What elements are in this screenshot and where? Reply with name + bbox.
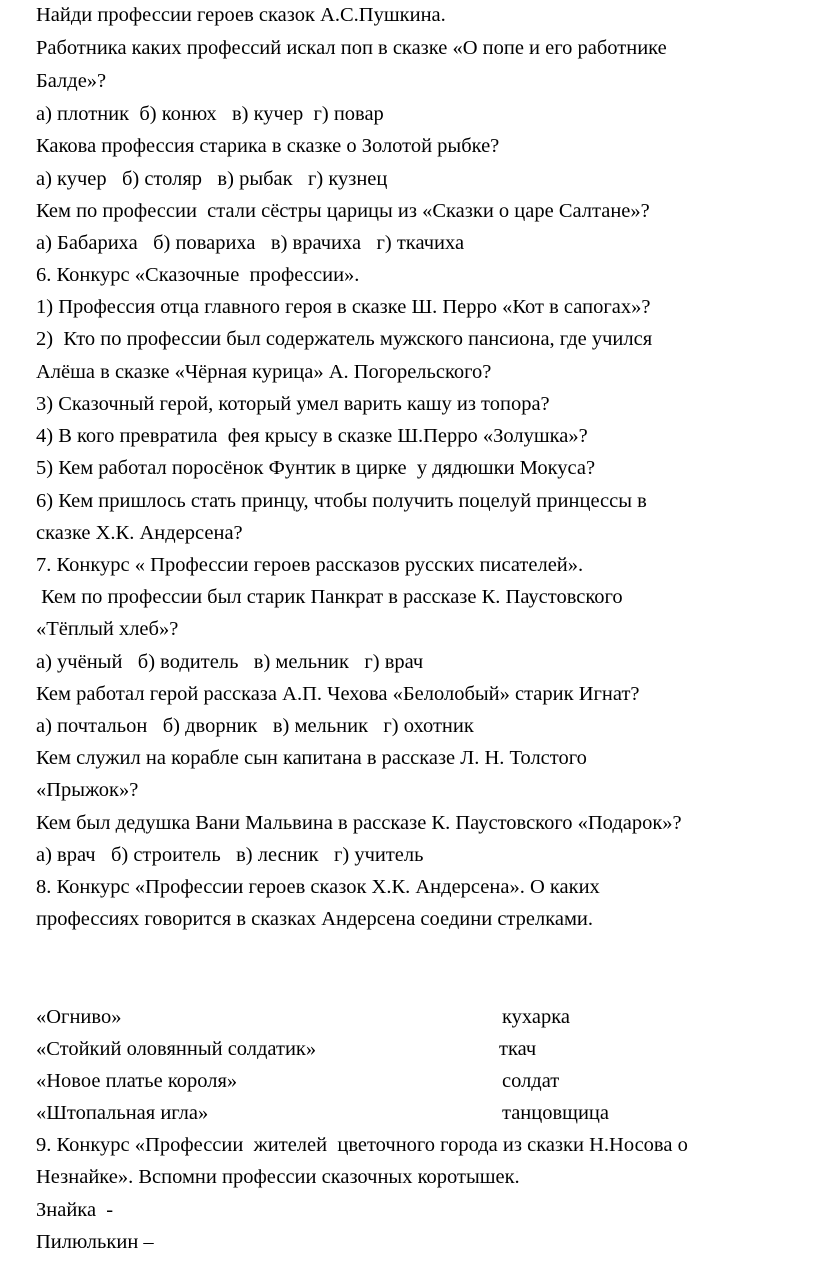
section-heading: 7. Конкурс « Профессии героев рассказов русских писателей». bbox=[36, 554, 584, 576]
text-line: сказке Х.К. Андерсена? bbox=[36, 522, 243, 544]
section-heading: 9. Конкурс «Профессии жителей цветочного города из сказки Н.Носова о bbox=[36, 1134, 688, 1156]
text-line: Кем работал герой рассказа А.П. Чехова «Белолобый» старик Игнат? bbox=[36, 683, 640, 705]
match-right-item: ткач bbox=[499, 1038, 537, 1060]
text-line: Кем по профессии стали сёстры царицы из «Сказки о царе Салтане»? bbox=[36, 200, 650, 222]
text-line: Найди профессии героев сказок А.С.Пушкина. bbox=[36, 4, 446, 26]
section-heading: 6. Конкурс «Сказочные профессии». bbox=[36, 264, 360, 286]
text-line: 5) Кем работал поросёнок Фунтик в цирке у дядюшки Мокуса? bbox=[36, 457, 596, 479]
text-line: а) врач б) строитель в) лесник г) учитель bbox=[36, 844, 424, 866]
text-line: Незнайке». Вспомни профессии сказочных коротышек. bbox=[36, 1166, 520, 1188]
text-line: а) почтальон б) дворник в) мельник г) охотник bbox=[36, 715, 474, 737]
text-line: а) плотник б) конюх в) кучер г) повар bbox=[36, 103, 384, 125]
text-line: «Тёплый хлеб»? bbox=[36, 618, 179, 640]
text-line: 2) Кто по профессии был содержатель мужского пансиона, где учился bbox=[36, 328, 653, 350]
text-line: профессиях говорится в сказках Андерсена соедини стрелками. bbox=[36, 908, 594, 930]
text-line: 1) Профессия отца главного героя в сказке Ш. Перро «Кот в сапогах»? bbox=[36, 296, 651, 318]
text-line: Кем служил на корабле сын капитана в рассказе Л. Н. Толстого bbox=[36, 747, 587, 769]
text-line: а) учёный б) водитель в) мельник г) врач bbox=[36, 651, 424, 673]
text-line: Знайка - bbox=[36, 1199, 114, 1221]
match-left-item: «Штопальная игла» bbox=[36, 1102, 209, 1124]
match-right-item: кухарка bbox=[502, 1006, 570, 1028]
match-left-item: «Огниво» bbox=[36, 1006, 122, 1028]
text-line: Кем был дедушка Вани Мальвина в рассказе К. Паустовского «Подарок»? bbox=[36, 812, 682, 834]
text-line: «Прыжок»? bbox=[36, 779, 139, 801]
text-line: Какова профессия старика в сказке о Золотой рыбке? bbox=[36, 135, 500, 157]
match-left-item: «Новое платье короля» bbox=[36, 1070, 238, 1092]
text-line: Кем по профессии был старик Панкрат в рассказе К. Паустовского bbox=[36, 586, 623, 608]
text-line: Алёша в сказке «Чёрная курица» А. Погорельского? bbox=[36, 361, 492, 383]
match-left-item: «Стойкий оловянный солдатик» bbox=[36, 1038, 317, 1060]
text-line: Пилюлькин – bbox=[36, 1231, 154, 1253]
section-heading: 8. Конкурс «Профессии героев сказок Х.К. Андерсена». О каких bbox=[36, 876, 600, 898]
text-line: Балде»? bbox=[36, 70, 107, 92]
text-line: а) Бабариха б) повариха в) врачиха г) ткачиха bbox=[36, 232, 465, 254]
text-line: а) кучер б) столяр в) рыбак г) кузнец bbox=[36, 168, 388, 190]
text-line: 3) Сказочный герой, который умел варить кашу из топора? bbox=[36, 393, 550, 415]
match-right-item: солдат bbox=[502, 1070, 560, 1092]
text-line: Работника каких профессий искал поп в сказке «О попе и его работнике bbox=[36, 37, 667, 59]
match-right-item: танцовщица bbox=[502, 1102, 610, 1124]
text-line: 6) Кем пришлось стать принцу, чтобы получить поцелуй принцессы в bbox=[36, 490, 647, 512]
text-line: 4) В кого превратила фея крысу в сказке Ш.Перро «Золушка»? bbox=[36, 425, 588, 447]
